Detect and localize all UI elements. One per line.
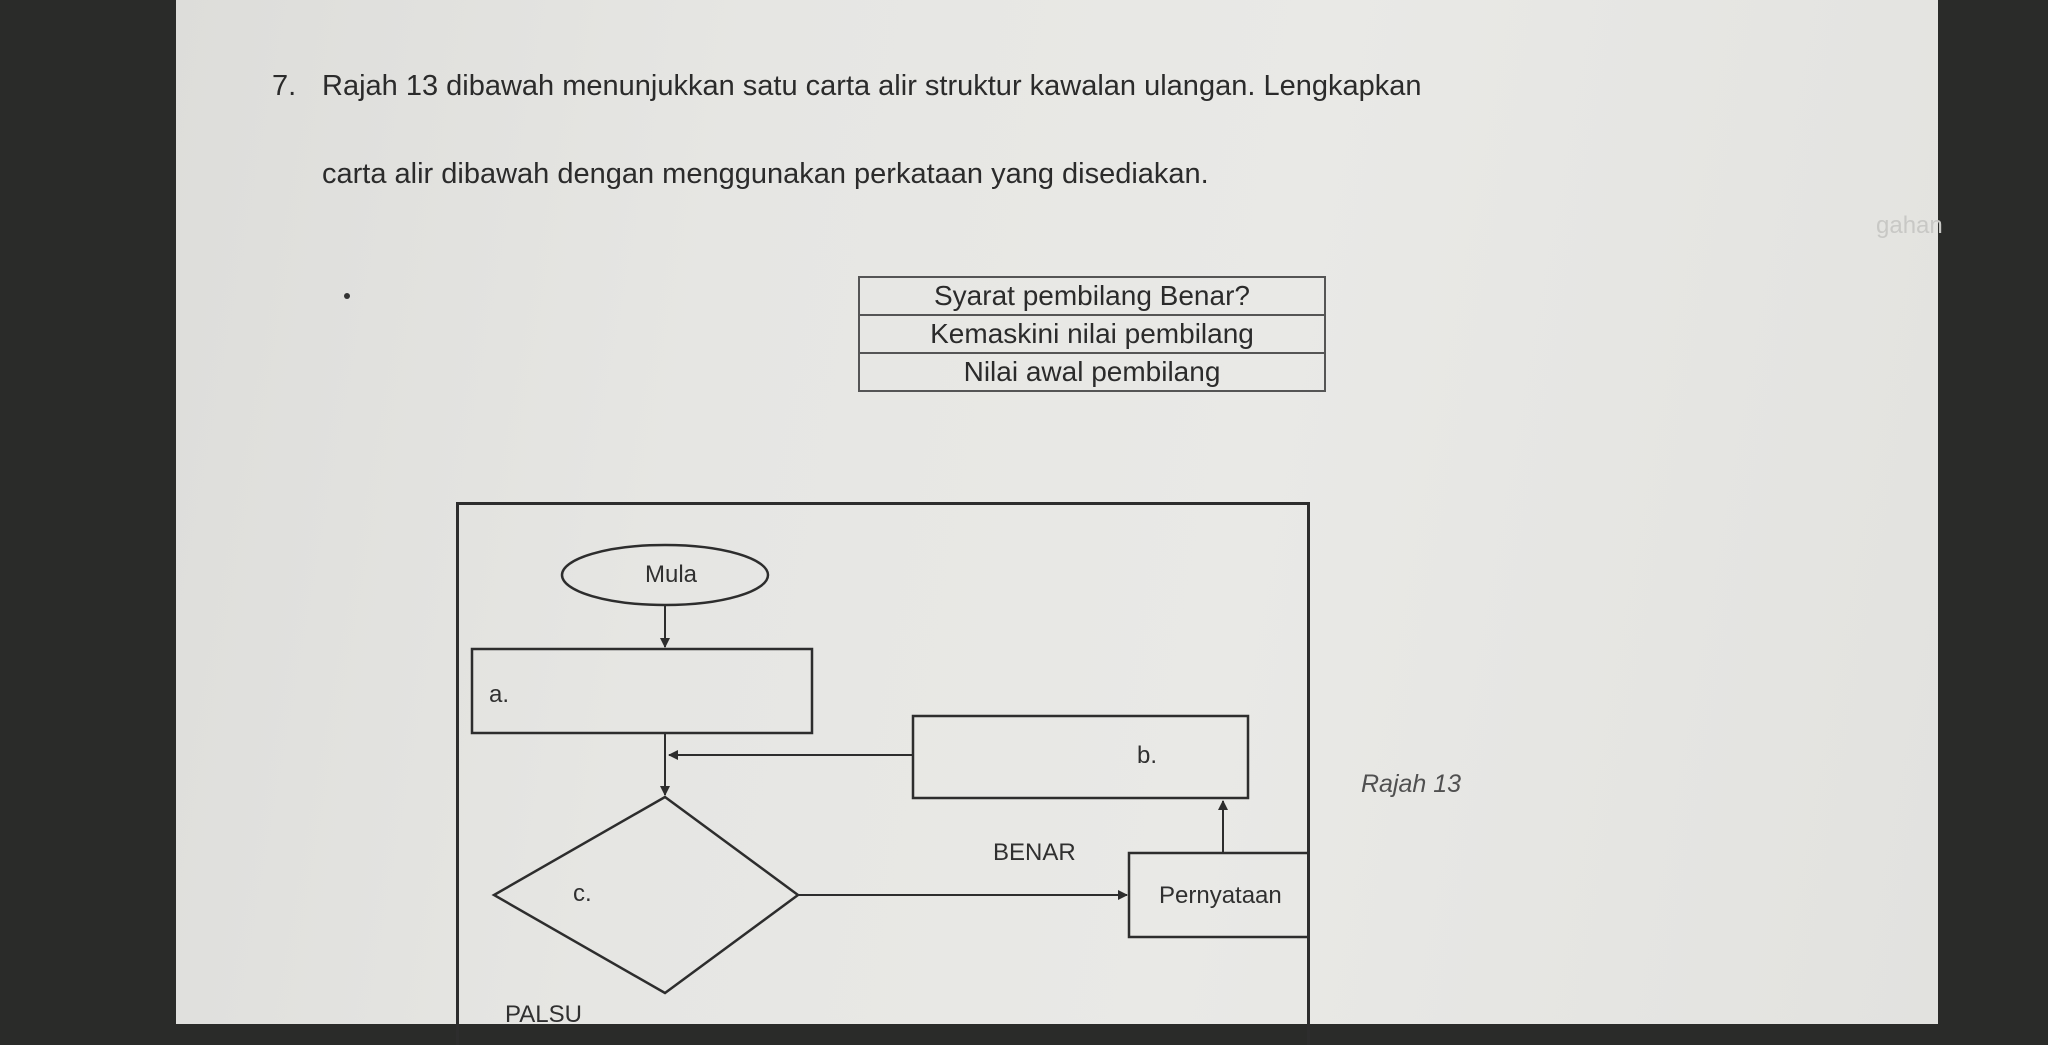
faded-corner-text: gahan xyxy=(1876,212,1943,239)
blank-c-label: c. xyxy=(573,880,592,907)
process-box-a xyxy=(472,649,812,733)
flowchart-drawing xyxy=(459,505,1307,1045)
word-bank-row xyxy=(859,315,1325,353)
flowchart-figure xyxy=(456,502,1310,1045)
process-box-b xyxy=(913,716,1248,798)
statement-label: Pernyataan xyxy=(1159,882,1282,909)
start-label: Mula xyxy=(645,561,698,588)
word-bank-table xyxy=(858,276,1326,392)
word-bank-row xyxy=(859,277,1325,315)
word-bank-row xyxy=(859,353,1325,391)
question-number: 7. xyxy=(272,70,297,102)
blank-b-label: b. xyxy=(1137,742,1158,769)
figure-caption: Rajah 13 xyxy=(1361,770,1462,798)
word-bank-item: Kemaskini nilai pembilang xyxy=(859,315,1325,353)
question-text-line-2: carta alir dibawah dengan menggunakan perkataan yang disediakan. xyxy=(322,158,1209,190)
false-branch-label: PALSU xyxy=(505,1001,582,1028)
blank-a-label: a. xyxy=(489,681,510,708)
bullet-dot xyxy=(344,293,350,299)
word-bank-item: Syarat pembilang Benar? xyxy=(859,277,1325,315)
word-bank-item: Nilai awal pembilang xyxy=(859,353,1325,391)
worksheet-page xyxy=(176,0,1943,1028)
decision-diamond xyxy=(494,797,798,993)
question-text-line-1: Rajah 13 dibawah menunjukkan satu carta alir struktur kawalan ulangan. Lengkapkan xyxy=(322,70,1422,102)
true-branch-label: BENAR xyxy=(993,839,1076,866)
